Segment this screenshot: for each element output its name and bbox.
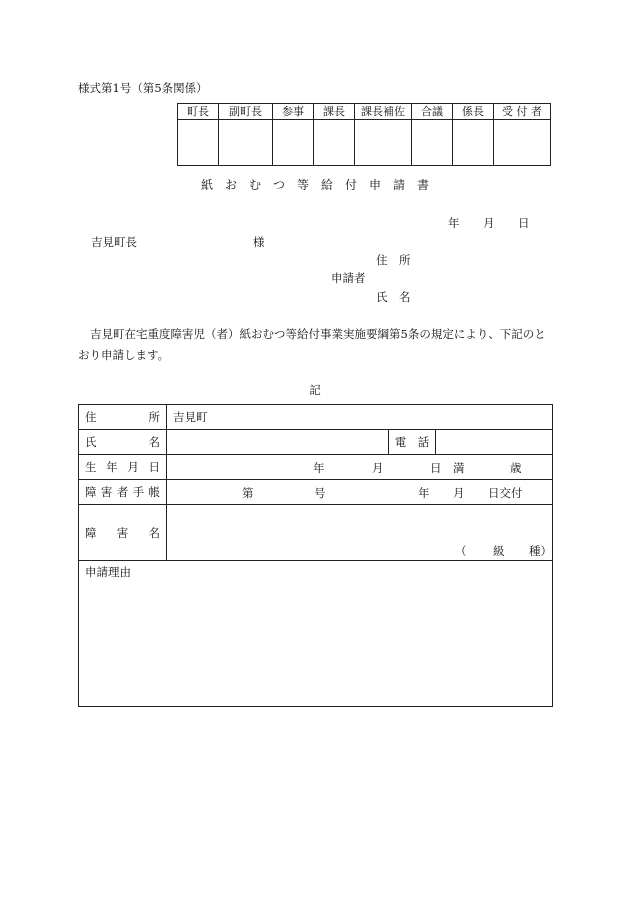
handbook-no-prefix: 第 <box>242 486 254 500</box>
ki-heading: 記 <box>309 383 321 397</box>
applicant-label: 申請者 <box>331 271 366 285</box>
reason-field[interactable] <box>79 561 553 707</box>
birthdate-field[interactable] <box>167 455 553 480</box>
date-year[interactable]: 年 <box>448 216 460 230</box>
form-reference: 様式第1号（第5条関係） <box>78 81 208 95</box>
stamp-header: 受 付 者 <box>494 104 551 120</box>
phone-field[interactable] <box>436 430 553 455</box>
applicant-name-label: 氏 名 <box>376 290 411 304</box>
document-title: 紙 お む つ 等 給 付 申 請 書 <box>200 178 429 192</box>
reason-label: 申請理由 <box>85 565 131 579</box>
stamp-cell[interactable] <box>412 120 453 166</box>
disability-label: 障害名 <box>79 505 167 561</box>
stamp-header: 合議 <box>412 104 453 120</box>
handbook-month: 月 <box>453 486 465 500</box>
name-field[interactable] <box>167 430 389 455</box>
approval-stamp-table <box>177 103 551 166</box>
stamp-header: 副町長 <box>219 104 273 120</box>
stamp-header: 町長 <box>178 104 219 120</box>
applicant-address-label: 住 所 <box>376 253 411 267</box>
stamp-cell[interactable] <box>178 120 219 166</box>
grade-open: （ <box>455 544 467 558</box>
address-field[interactable]: 吉見町 <box>167 405 553 430</box>
grade-label: 級 <box>493 544 505 558</box>
application-form-table <box>78 404 553 707</box>
birthdate-label: 生年月日 <box>79 455 167 480</box>
stamp-cell[interactable] <box>453 120 494 166</box>
stamp-cell[interactable] <box>494 120 551 166</box>
handbook-label: 障害者手帳 <box>79 480 167 505</box>
stamp-header: 課長補佐 <box>355 104 412 120</box>
stamp-header: 参事 <box>273 104 314 120</box>
handbook-field[interactable] <box>167 480 553 505</box>
birth-day-full: 日 満 <box>430 461 465 475</box>
address-label: 住 所 <box>79 405 167 430</box>
date-month[interactable]: 月 <box>483 216 495 230</box>
disability-field[interactable] <box>167 505 553 561</box>
birth-year: 年 <box>313 461 325 475</box>
addressee-honorific: 様 <box>253 235 265 249</box>
date-day[interactable]: 日 <box>518 216 530 230</box>
handbook-issued: 日交付 <box>488 486 523 500</box>
birth-month: 月 <box>372 461 384 475</box>
stamp-cell[interactable] <box>273 120 314 166</box>
stamp-cell[interactable] <box>314 120 355 166</box>
name-label: 氏 名 <box>79 430 167 455</box>
handbook-no-suffix: 号 <box>314 486 326 500</box>
stamp-header: 係長 <box>453 104 494 120</box>
handbook-year: 年 <box>418 486 430 500</box>
type-label: 種） <box>529 544 552 558</box>
addressee-name: 吉見町長 <box>91 235 137 249</box>
stamp-cell[interactable] <box>219 120 273 166</box>
body-paragraph: 吉見町在宅重度障害児（者）紙おむつ等給付事業実施要綱第5条の規定により、下記のとおり申請します。 <box>78 327 546 362</box>
stamp-header: 課長 <box>314 104 355 120</box>
birth-age: 歳 <box>510 461 522 475</box>
phone-label: 電 話 <box>389 430 436 455</box>
stamp-cell[interactable] <box>355 120 412 166</box>
